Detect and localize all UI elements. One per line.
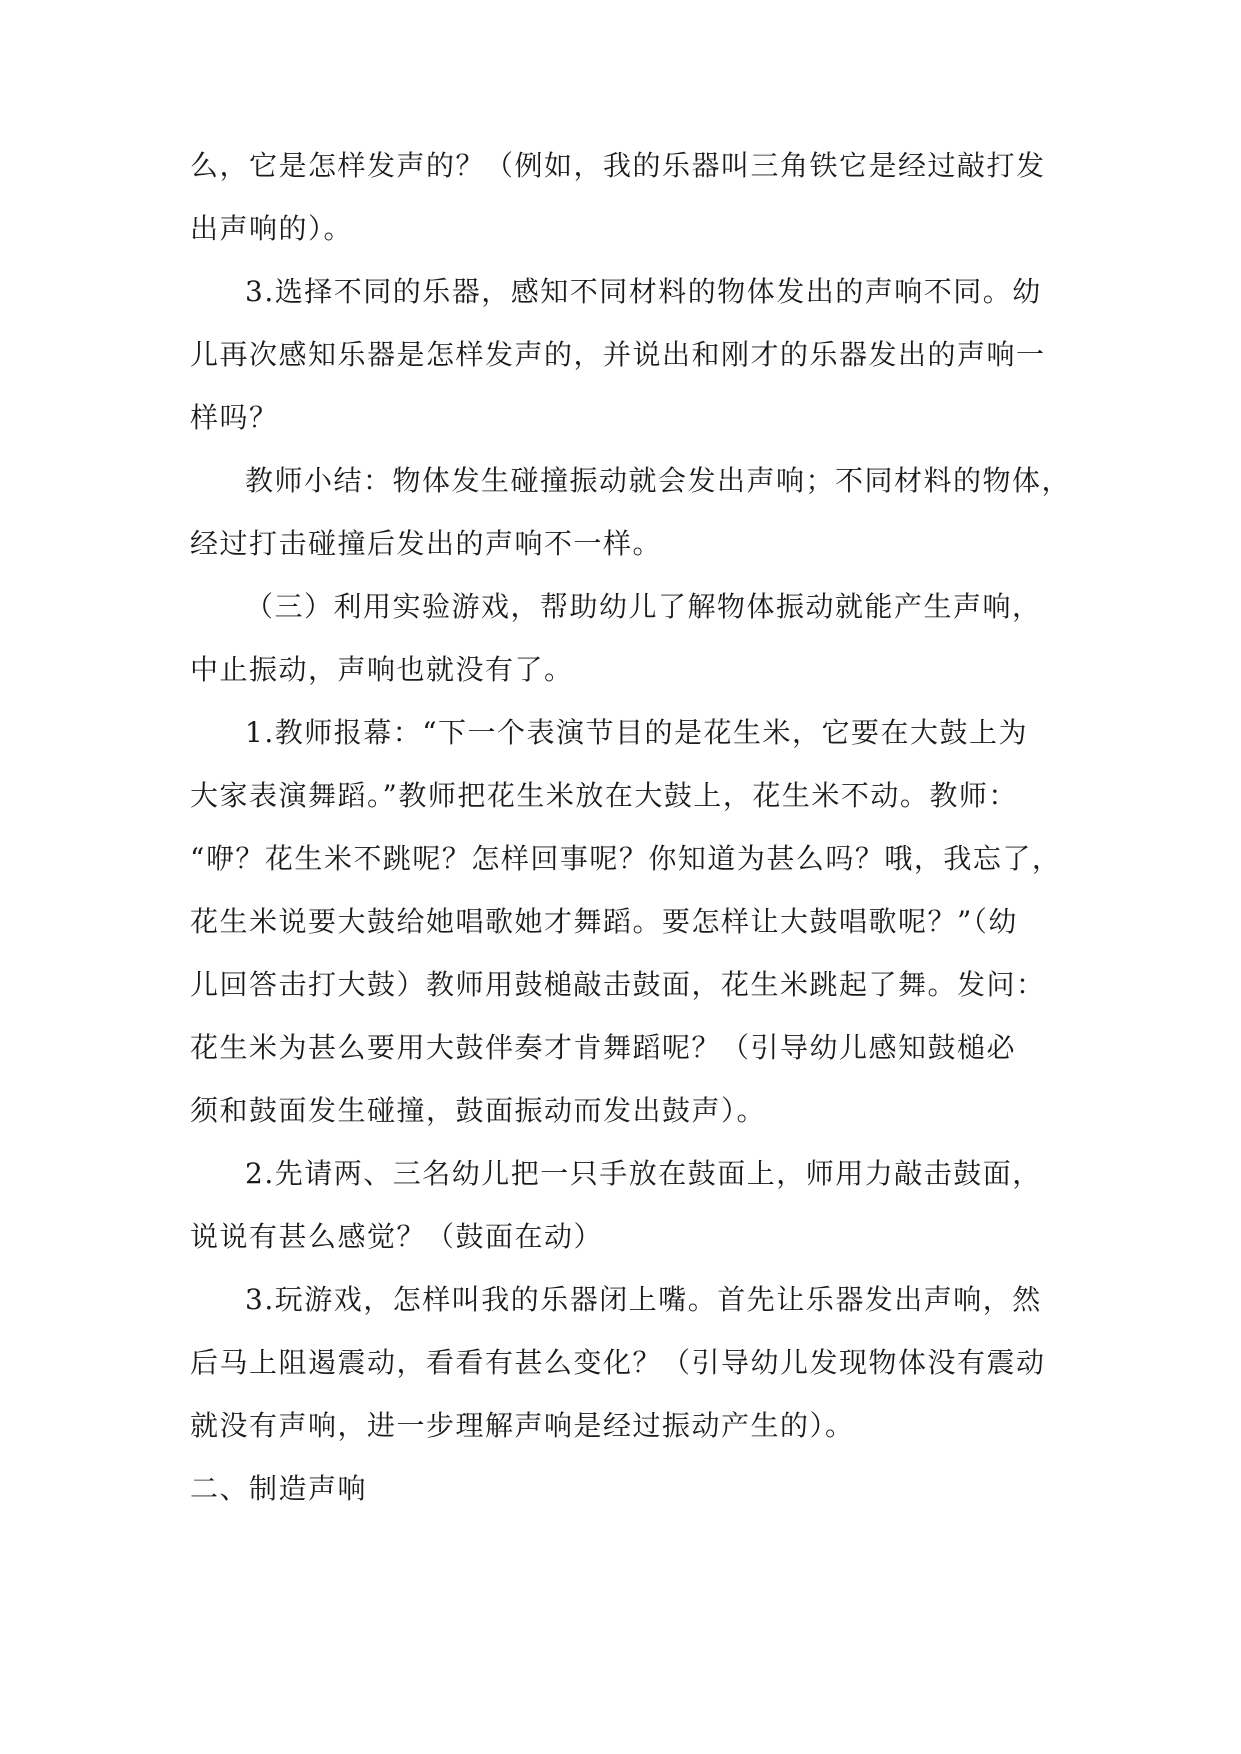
text-line-12: “咿？花生米不跳呢？怎样回事呢？你知道为甚么吗？哦，我忘了， [190,842,1062,875]
text-line-19: 3.玩游戏，怎样叫我的乐器闭上嘴。首先让乐器发出声响，然 [245,1283,1042,1316]
text-line-7: 经过打击碰撞后发出的声响不一样。 [190,527,663,560]
text-line-21: 就没有声响，进一步理解声响是经过振动产生的）。 [190,1409,855,1442]
text-line-1: 么，它是怎样发声的？（例如，我的乐器叫三角铁它是经过敲打发 [190,149,1046,182]
text-line-17: 2.先请两、三名幼儿把一只手放在鼓面上，师用力敲击鼓面， [245,1157,1042,1190]
text-line-13: 花生米说要大鼓给她唱歌她才舞蹈。要怎样让大鼓唱歌呢？”（幼 [190,905,1018,938]
text-line-11: 大家表演舞蹈。”教师把花生米放在大鼓上，花生米不动。教师： [190,779,1018,812]
text-line-16: 须和鼓面发生碰撞，鼓面振动而发出鼓声）。 [190,1094,767,1127]
text-line-5: 样吗？ [190,401,279,434]
text-line-3: 3.选择不同的乐器，感知不同材料的物体发出的声响不同。幼 [245,275,1042,308]
text-line-8: （三）利用实验游戏，帮助幼儿了解物体振动就能产生声响， [245,590,1042,623]
text-line-20: 后马上阻遏震动，看看有甚么变化？（引导幼儿发现物体没有震动 [190,1346,1046,1379]
text-line-15: 花生米为甚么要用大鼓伴奏才肯舞蹈呢？（引导幼儿感知鼓槌必 [190,1031,1017,1064]
text-line-4: 儿再次感知乐器是怎样发声的，并说出和刚才的乐器发出的声响一 [190,338,1046,371]
text-line-2: 出声响的）。 [190,212,354,245]
text-line-18: 说说有甚么感觉？（鼓面在动） [190,1220,604,1253]
text-line-6: 教师小结：物体发生碰撞振动就会发出声响；不同材料的物体， [245,464,1072,497]
text-line-14: 儿回答击打大鼓）教师用鼓槌敲击鼓面，花生米跳起了舞。发问： [190,968,1046,1001]
text-line-9: 中止振动，声响也就没有了。 [190,653,574,686]
section-heading: 二、制造声响 [190,1472,368,1505]
text-line-10: 1.教师报幕：“下一个表演节目的是花生米，它要在大鼓上为 [245,716,1029,749]
